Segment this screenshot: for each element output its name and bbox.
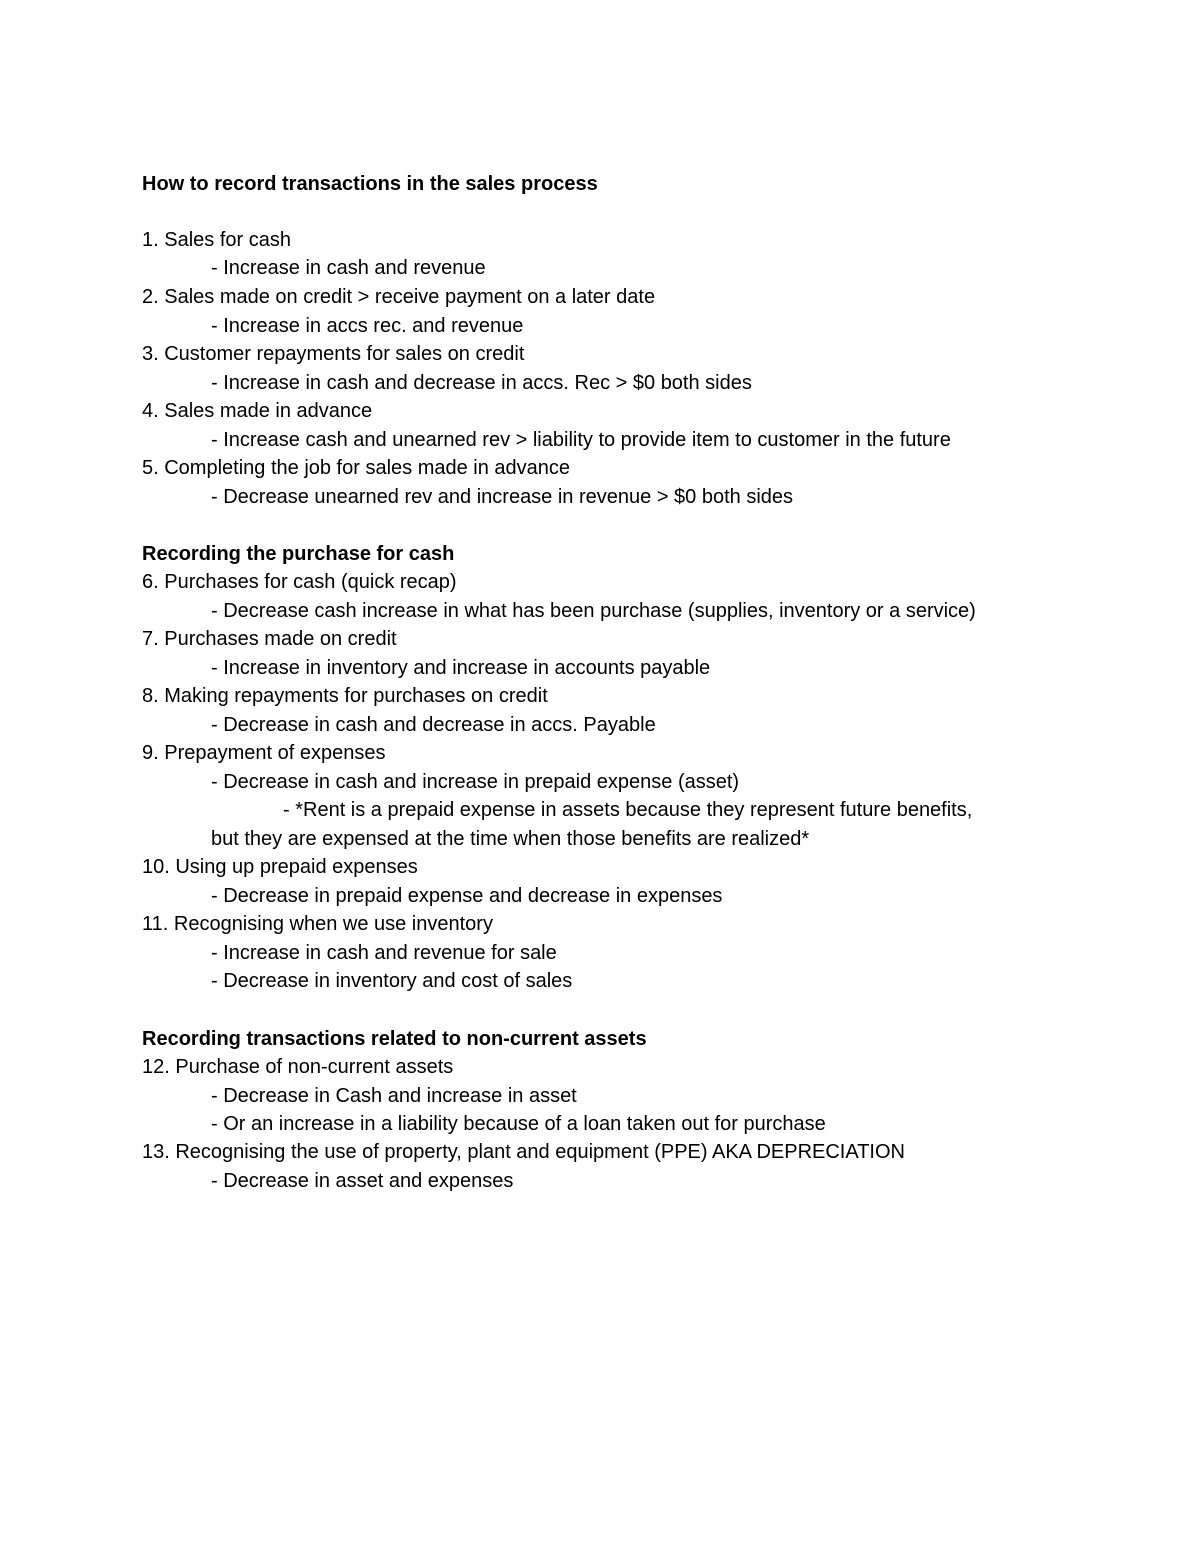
list-subitem: - Decrease in cash and increase in prepaid expense (asset) <box>211 771 740 793</box>
list-item: 2. Sales made on credit > receive payment on a later date <box>142 286 656 308</box>
list-item: 12. Purchase of non-current assets <box>142 1056 454 1078</box>
list-subitem: - Increase in cash and revenue for sale <box>211 942 557 964</box>
list-subitem: - Decrease in inventory and cost of sales <box>211 970 573 992</box>
list-item: 10. Using up prepaid expenses <box>142 856 418 878</box>
list-item: 5. Completing the job for sales made in advance <box>142 457 571 479</box>
list-subitem: - Increase in inventory and increase in accounts payable <box>211 657 711 679</box>
list-subitem: - Increase in cash and revenue <box>211 257 486 279</box>
list-subitem: - Increase cash and unearned rev > liability to provide item to customer in the future <box>211 429 951 451</box>
list-subitem: - Decrease in prepaid expense and decrease in expenses <box>211 885 723 907</box>
list-item: 6. Purchases for cash (quick recap) <box>142 571 457 593</box>
list-item: 9. Prepayment of expenses <box>142 742 386 764</box>
list-subitem: - Decrease in cash and decrease in accs. Payable <box>211 714 656 736</box>
list-subitem: - Increase in accs rec. and revenue <box>211 315 524 337</box>
list-item: 1. Sales for cash <box>142 229 291 251</box>
section-heading: How to record transactions in the sales process <box>142 173 598 195</box>
section-heading: Recording transactions related to non-current assets <box>142 1028 647 1050</box>
list-subitem: - Or an increase in a liability because of a loan taken out for purchase <box>211 1113 826 1135</box>
list-subitem: - Decrease in asset and expenses <box>211 1170 514 1192</box>
list-subitem: - Decrease cash increase in what has been purchase (supplies, inventory or a service) <box>211 600 976 622</box>
list-item: 13. Recognising the use of property, plant and equipment (PPE) AKA DEPRECIATION <box>142 1141 905 1163</box>
list-item: 8. Making repayments for purchases on credit <box>142 685 548 707</box>
note-line: - *Rent is a prepaid expense in assets because they represent future benefits, <box>283 799 973 821</box>
note-line: but they are expensed at the time when those benefits are realized* <box>211 828 810 850</box>
list-subitem: - Increase in cash and decrease in accs. Rec > $0 both sides <box>211 372 752 394</box>
list-item: 3. Customer repayments for sales on credit <box>142 343 525 365</box>
list-item: 7. Purchases made on credit <box>142 628 397 650</box>
list-subitem: - Decrease in Cash and increase in asset <box>211 1085 577 1107</box>
list-subitem: - Decrease unearned rev and increase in revenue > $0 both sides <box>211 486 794 508</box>
section-heading: Recording the purchase for cash <box>142 543 455 565</box>
list-item: 4. Sales made in advance <box>142 400 373 422</box>
list-item: 11. Recognising when we use inventory <box>142 913 493 935</box>
